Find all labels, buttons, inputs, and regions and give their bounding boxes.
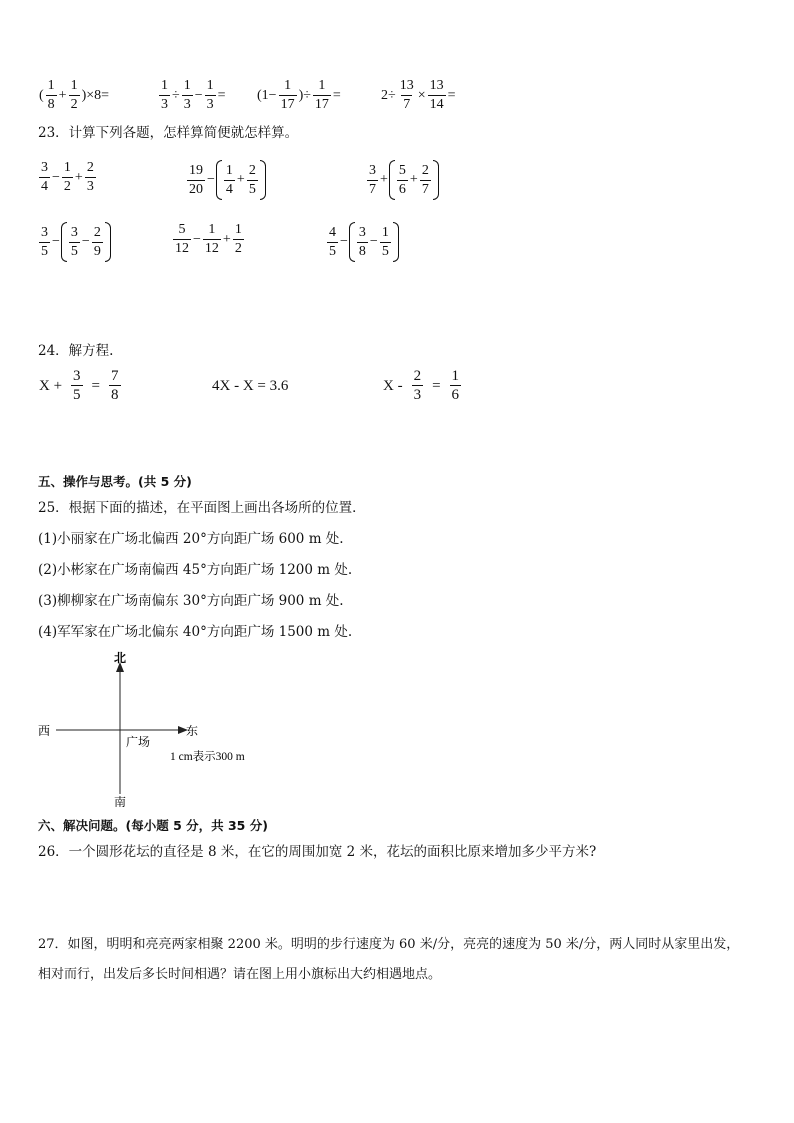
scale-label: 1 cm表示300 m (170, 751, 245, 763)
operator: − (52, 234, 60, 249)
north-label: 北 (114, 651, 127, 665)
numerator: 1 (208, 222, 216, 237)
problem-23-6 (326, 222, 399, 262)
denominator: 5 (248, 181, 256, 197)
problem-23-2 (186, 160, 266, 200)
denominator: 4 (41, 179, 48, 194)
question-27-line-1: 27．如图，明明和亮亮两家相聚 2200 米。明明的步行速度为 60 米/分，亮亮的速度为 50 米/分，两人同时从家里出发， (38, 937, 740, 952)
denominator: 3 (161, 97, 168, 112)
expression-1 (38, 78, 110, 113)
question-23-title: 23．计算下列各题，怎样算简便就怎样算。 (38, 125, 299, 141)
expression-2 (158, 78, 227, 113)
denominator: 2 (63, 179, 71, 194)
operator: X - (383, 377, 403, 394)
operator: + (236, 172, 245, 187)
operator: )÷ (298, 87, 311, 103)
numerator: 1 (284, 78, 292, 93)
numerator: 1 (451, 368, 460, 384)
denominator: 5 (329, 243, 336, 259)
denominator: 7 (403, 97, 411, 112)
open-paren: ( (39, 87, 44, 103)
numerator: 7 (111, 368, 119, 384)
problem-23-5 (172, 222, 245, 257)
numerator: 1 (234, 222, 242, 237)
denominator: 12 (175, 241, 189, 256)
denominator: 20 (189, 181, 203, 197)
numerator: 13 (429, 78, 444, 93)
denominator: 3 (206, 97, 214, 112)
compass-diagram (30, 650, 270, 810)
numerator: 1 (318, 78, 326, 93)
numerator: 13 (399, 78, 414, 93)
denominator: 4 (225, 181, 233, 197)
operator: + (74, 169, 83, 185)
numerator: 2 (413, 368, 422, 384)
problem-23-1 (38, 160, 97, 195)
denominator: 17 (280, 97, 295, 112)
center-label: 广场 (126, 735, 151, 749)
denominator: 9 (93, 243, 101, 259)
operator: = (332, 87, 341, 103)
operator: 2÷ (381, 87, 396, 103)
operator: − (52, 169, 60, 185)
question-24-title: 24．解方程. (38, 343, 114, 359)
denominator: 8 (358, 243, 366, 259)
operator: − (193, 231, 201, 247)
section-5-heading: 五、操作与思考。(共 5 分) (38, 474, 192, 489)
operator: (1− (257, 87, 277, 103)
operator: + (380, 172, 388, 187)
numerator: 3 (73, 368, 81, 384)
parenthesis-group (216, 160, 266, 200)
numerator: 1 (183, 78, 191, 93)
question-27-line-2: 相对而行，出发后多长时间相遇？请在图上用小旗标出大约相遇地点。 (38, 967, 442, 982)
numerator: 3 (369, 162, 376, 178)
denominator: 3 (86, 179, 94, 194)
operator: − (81, 234, 90, 249)
question-25-item-4: (4)军军家在广场北偏东 40°方向距广场 1500 m 处. (38, 624, 353, 640)
denominator: 7 (369, 181, 376, 197)
parenthesis-group (389, 160, 439, 200)
east-label: 东 (186, 724, 199, 738)
numerator: 1 (206, 78, 214, 93)
operator: )×8= (81, 87, 110, 103)
numerator: 5 (178, 222, 186, 237)
denominator: 8 (111, 387, 119, 403)
operator: = (217, 87, 226, 103)
problem-23-4 (38, 222, 111, 262)
operator: + (409, 172, 418, 187)
denominator: 5 (73, 387, 81, 403)
numerator: 2 (248, 162, 256, 178)
south-label: 南 (114, 795, 127, 809)
denominator: 5 (381, 243, 389, 259)
denominator: 5 (70, 243, 78, 259)
denominator: 12 (204, 241, 219, 256)
denominator: 7 (421, 181, 429, 197)
numerator: 4 (329, 224, 336, 240)
denominator: 5 (41, 243, 48, 259)
numerator: 2 (421, 162, 429, 178)
numerator: 19 (189, 162, 203, 178)
numerator: 3 (70, 224, 78, 240)
operator: − (194, 87, 203, 103)
question-26: 26．一个圆形花坛的直径是 8 米，在它的周围加宽 2 米，花坛的面积比原来增加多少平方米? (38, 844, 597, 860)
denominator: 2 (70, 97, 78, 112)
operator: ÷ (172, 87, 180, 103)
parenthesis-group (349, 222, 399, 262)
question-25-title: 25．根据下面的描述，在平面图上画出各场所的位置． (38, 500, 366, 516)
question-25-item-3: (3)柳柳家在广场南偏东 30°方向距广场 900 m 处. (38, 593, 344, 609)
operator: × (417, 87, 426, 103)
denominator: 6 (398, 181, 406, 197)
numerator: 1 (225, 162, 233, 178)
numerator: 1 (47, 78, 55, 93)
operator: = (447, 87, 456, 103)
denominator: 6 (451, 387, 460, 403)
problem-23-3 (366, 160, 439, 200)
numerator: 3 (41, 224, 48, 240)
equation-3 (382, 368, 469, 403)
operator: + (58, 87, 67, 103)
operator: = (91, 377, 101, 394)
numerator: 2 (93, 224, 101, 240)
operator: X + (39, 377, 63, 394)
numerator: 3 (358, 224, 366, 240)
operator: − (207, 172, 215, 187)
expression-4 (380, 78, 457, 113)
numerator: 1 (70, 78, 78, 93)
operator: = (432, 377, 441, 394)
question-25-item-1: (1)小丽家在广场北偏西 20°方向距广场 600 m 处. (38, 531, 344, 547)
equation-2: 4X - X = 3.6 (212, 378, 289, 394)
question-25-item-2: (2)小彬家在广场南偏西 45°方向距广场 1200 m 处. (38, 562, 353, 578)
denominator: 3 (183, 97, 191, 112)
operator: − (340, 234, 348, 249)
operator: + (222, 231, 231, 247)
numerator: 2 (86, 160, 94, 175)
denominator: 14 (429, 97, 444, 112)
denominator: 8 (47, 97, 55, 112)
numerator: 5 (398, 162, 406, 178)
section-6-heading: 六、解决问题。(每小题 5 分，共 35 分) (38, 818, 268, 833)
expression-3 (256, 78, 342, 113)
denominator: 3 (413, 387, 422, 403)
numerator: 1 (381, 224, 389, 240)
numerator: 3 (41, 160, 48, 175)
denominator: 2 (234, 241, 242, 256)
denominator: 17 (314, 97, 329, 112)
equation-1 (38, 368, 129, 403)
numerator: 1 (63, 160, 71, 175)
west-label: 西 (38, 724, 51, 738)
numerator: 1 (161, 78, 168, 93)
parenthesis-group (61, 222, 111, 262)
operator: − (369, 234, 378, 249)
